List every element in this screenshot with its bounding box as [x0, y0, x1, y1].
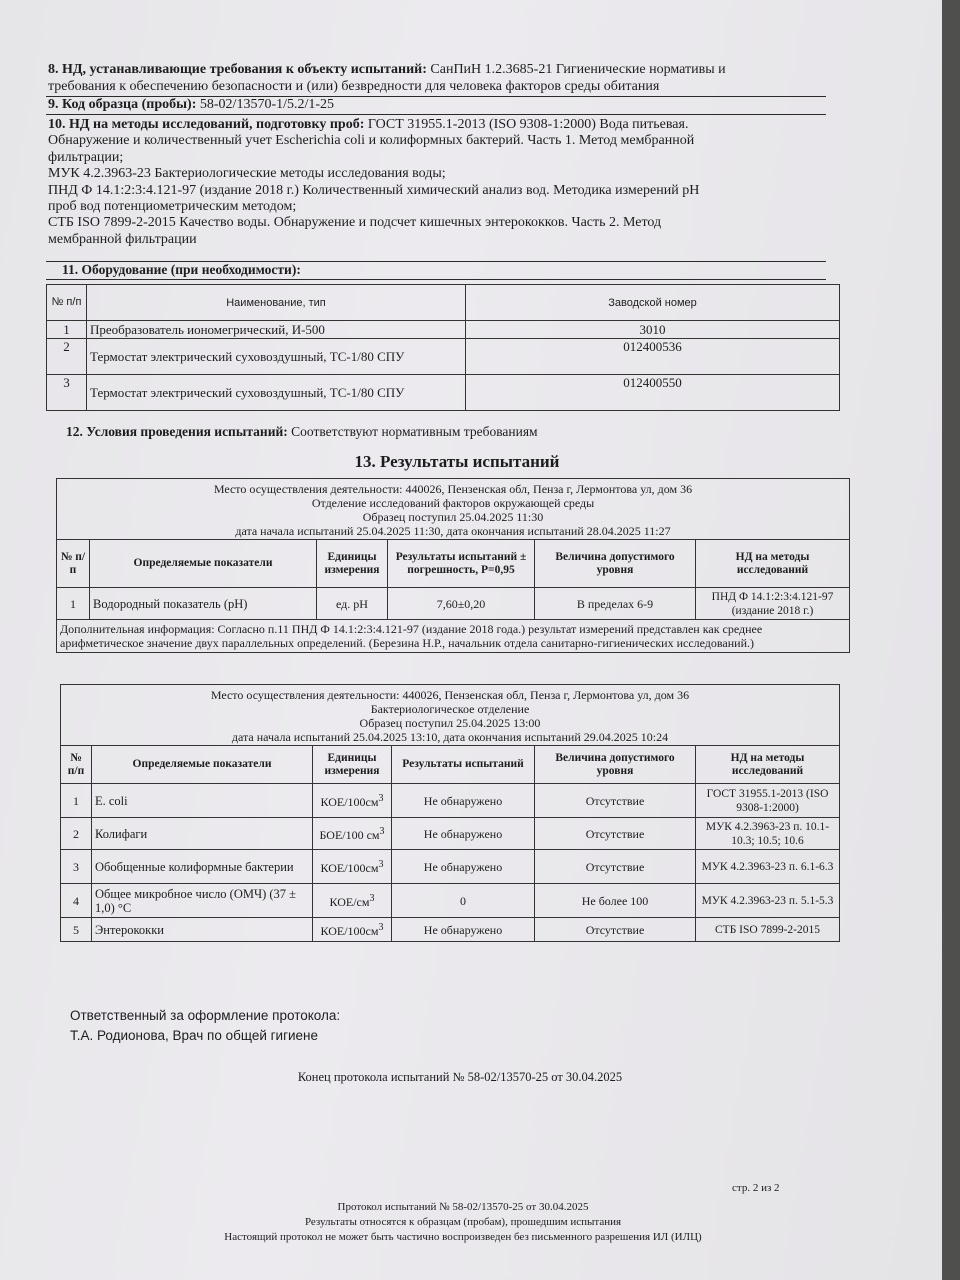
equipment-name: Преобразователь иономегрический, И-500: [87, 321, 466, 339]
row-param: Колифаги: [92, 818, 313, 850]
section-8: [48, 62, 848, 95]
responsible-person: Т.А. Родионова, Врач по общей гигиене: [70, 1028, 319, 1043]
col-unit-header: Единицы измерения: [317, 540, 388, 588]
row-method: МУК 4.2.3963-23 п. 6.1-6.3: [696, 850, 840, 884]
table-row: [61, 818, 840, 850]
row-param: Водородный показатель (pH): [90, 588, 317, 620]
row-limit: Отсутствие: [535, 784, 696, 818]
row-unit: [313, 818, 392, 850]
col-unit-header: Единицы измерения: [313, 746, 392, 784]
table-row: [61, 784, 840, 818]
section-9-label: 9. Код образца (пробы):: [48, 97, 197, 112]
end-of-protocol: Конец протокола испытаний № 58-02/13570-25 от 30.04.2025: [297, 1070, 623, 1084]
section-8-label: 8. НД, устанавливающие требования к объекту испытаний:: [48, 62, 427, 77]
col-result-header: Результаты испытаний: [392, 746, 535, 784]
row-result: Не обнаружено: [392, 818, 535, 850]
note-row: [57, 620, 850, 653]
conditions-text: Соответствуют нормативным требованиям: [291, 424, 538, 439]
row-result: 7,60±0,20: [388, 588, 535, 620]
equipment-name: Термостат электрический суховоздушный, ТС-1/80 СПУ: [87, 375, 466, 411]
equipment-serial: 012400550: [466, 375, 840, 411]
col-num-header: № п/п: [61, 746, 92, 784]
col-num-header: № п/п: [57, 540, 90, 588]
divider: [46, 114, 826, 115]
row-num: 5: [61, 918, 92, 942]
section-11-label: 11. Оборудование (при необходимости):: [62, 262, 301, 277]
equipment-header-row: [47, 285, 840, 321]
footer-results: Результаты относятся к образцам (пробам), прошедшим испытания: [304, 1216, 622, 1228]
results-title: 13. Результаты испытаний: [354, 452, 560, 471]
equipment-row: [47, 321, 840, 339]
divider: [46, 279, 826, 280]
additional-info: Дополнительная информация: Согласно п.11 ПНД Ф 14.1:2:3:4.121-97 (издание 2018 года.) результат измерений представлен как среднее арифметическое значение двух параллельных определений. (Березина Н.Р., начальник отдела санитарно-гигиенических исследований.): [57, 620, 850, 653]
method-line: Обнаружение и количественный учет Escherichia coli и колиформных бактерий. Часть 1. Метод мембранной: [48, 133, 695, 149]
row-limit: В пределах 6-9: [535, 588, 696, 620]
block-header-row: [57, 479, 850, 540]
place-of-activity: Место осуществления деятельности: 440026, Пензенская обл, Пенза г, Лермонтова ул, дом 36: [213, 482, 693, 496]
row-limit: Отсутствие: [535, 918, 696, 942]
row-num: 3: [61, 850, 92, 884]
section-12-label: 12. Условия проведения испытаний:: [66, 424, 288, 439]
col-limit-header: Величина допустимого уровня: [535, 746, 696, 784]
row-num: 1: [57, 588, 90, 620]
test-dates: дата начала испытаний 25.04.2025 11:30, дата окончания испытаний 28.04.2025 11:27: [235, 524, 671, 538]
section-12: [66, 424, 538, 440]
method-line: проб вод потенциометрическим методом;: [48, 199, 297, 215]
row-unit: [313, 850, 392, 884]
place-of-activity: Место осуществления деятельности: 440026, Пензенская обл, Пенза г, Лермонтова ул, дом 36: [210, 688, 690, 702]
method-line: МУК 4.2.3963-23 Бактериологические методы исследования воды;: [48, 166, 446, 182]
equipment-serial: 012400536: [466, 339, 840, 375]
col-name-header: Наименование, тип: [87, 285, 466, 321]
block-header-row: [61, 685, 840, 746]
unit-text: КОЕ/см: [329, 895, 370, 909]
unit-text: КОЕ/100см: [320, 795, 379, 809]
row-param: E. coli: [92, 784, 313, 818]
results-table-bacteriology: [60, 684, 840, 942]
table-row: [57, 588, 850, 620]
equipment-serial: 3010: [466, 321, 840, 339]
unit-text: КОЕ/100см: [320, 924, 379, 938]
row-method: ГОСТ 31955.1-2013 (ISO 9308-1:2000): [696, 784, 840, 818]
signature-block: [70, 1006, 340, 1046]
responsible-label: Ответственный за оформление протокола:: [70, 1008, 341, 1023]
block-header: [61, 685, 840, 746]
department: Отделение исследований факторов окружающей среды: [311, 496, 595, 510]
row-limit: Отсутствие: [535, 818, 696, 850]
unit-text: БОЕ/100 см: [319, 828, 380, 842]
table-row: [61, 850, 840, 884]
unit-text: КОЕ/100см: [320, 861, 379, 875]
row-result: 0: [392, 884, 535, 918]
row-num: 2: [61, 818, 92, 850]
page-number: стр. 2 из 2: [732, 1182, 780, 1194]
col-method-header: НД на методы исследований: [696, 746, 840, 784]
section-10-label: 10. НД на методы исследований, подготовку проб:: [48, 117, 365, 132]
col-param-header: Определяемые показатели: [90, 540, 317, 588]
test-dates: дата начала испытаний 25.04.2025 13:10, дата окончания испытаний 29.04.2025 10:24: [231, 730, 669, 744]
footer-protocol: Протокол испытаний № 58-02/13570-25 от 30.04.2025: [337, 1201, 589, 1213]
equipment-num: 1: [47, 321, 87, 339]
equipment-row: [47, 375, 840, 411]
row-method: ПНД Ф 14.1:2:3:4.121-97 (издание 2018 г.): [696, 588, 850, 620]
row-method: МУК 4.2.3963-23 п. 5.1-5.3: [696, 884, 840, 918]
equipment-name: Термостат электрический суховоздушный, ТС-1/80 СПУ: [87, 339, 466, 375]
row-num: 4: [61, 884, 92, 918]
row-unit: [313, 784, 392, 818]
equipment-num: 3: [47, 375, 87, 411]
footer: [0, 1200, 926, 1245]
section-8-text: СанПиН 1.2.3685-21 Гигиенические нормативы и: [430, 62, 726, 77]
col-limit-header: Величина допустимого уровня: [535, 540, 696, 588]
unit-exponent: 3: [378, 859, 384, 870]
row-method: МУК 4.2.3963-23 п. 10.1-10.3; 10.5; 10.6: [696, 818, 840, 850]
method-line: мембранной фильтрации: [48, 231, 197, 247]
row-limit: Не более 100: [535, 884, 696, 918]
equipment-table: [46, 284, 840, 411]
col-param-header: Определяемые показатели: [92, 746, 313, 784]
unit-exponent: 3: [378, 922, 384, 933]
row-unit: [313, 884, 392, 918]
results-header-row: [61, 746, 840, 784]
footer-copyright: Настоящий протокол не может быть частично воспроизведен без письменного разрешения ИЛ (ИЛЦ): [224, 1231, 702, 1243]
row-unit: ед. pH: [317, 588, 388, 620]
row-num: 1: [61, 784, 92, 818]
row-method: СТБ ISO 7899-2-2015: [696, 918, 840, 942]
row-result: Не обнаружено: [392, 784, 535, 818]
method-line: фильтрации;: [48, 149, 124, 165]
row-param: Обобщенные колиформные бактерии: [92, 850, 313, 884]
row-result: Не обнаружено: [392, 918, 535, 942]
col-num-header: № п/п: [47, 285, 87, 321]
col-method-header: НД на методы исследований: [696, 540, 850, 588]
sample-received: Образец поступил 25.04.2025 11:30: [362, 510, 544, 524]
unit-exponent: 3: [378, 793, 384, 804]
results-table-chemistry: [56, 478, 850, 653]
equipment-row: [47, 339, 840, 375]
equipment-num: 2: [47, 339, 87, 375]
row-limit: Отсутствие: [535, 850, 696, 884]
section-8-text-cont: требования к обеспечению безопасности и (или) безвредности для человека факторов среды обитания: [48, 78, 660, 94]
section-10: [48, 117, 848, 248]
unit-exponent: 3: [379, 826, 385, 837]
row-result: Не обнаружено: [392, 850, 535, 884]
sample-received: Образец поступил 25.04.2025 13:00: [359, 716, 541, 730]
row-param: Энтерококки: [92, 918, 313, 942]
method-line: ПНД Ф 14.1:2:3:4.121-97 (издание 2018 г.) Количественный химический анализ вод. Методика измерений pH: [48, 182, 700, 198]
row-unit: [313, 918, 392, 942]
col-serial-header: Заводской номер: [466, 285, 840, 321]
unit-exponent: 3: [369, 893, 375, 904]
results-header-row: [57, 540, 850, 588]
method-line: СТБ ISO 7899-2-2015 Качество воды. Обнаружение и подсчет кишечных энтерококков. Часть 2. Метод: [48, 215, 662, 231]
section-9: [48, 96, 334, 113]
department: Бактериологическое отделение: [370, 702, 530, 716]
col-result-header: Результаты испытаний ± погрешность, Р=0,95: [388, 540, 535, 588]
row-param: Общее микробное число (ОМЧ) (37 ± 1,0) °С: [92, 884, 313, 918]
block-header: [57, 479, 850, 540]
sample-code: 58-02/13570-1/5.2/1-25: [199, 97, 335, 112]
table-row: [61, 918, 840, 942]
method-line: ГОСТ 31955.1-2013 (ISO 9308-1:2000) Вода питьевая.: [367, 117, 689, 132]
table-row: [61, 884, 840, 918]
